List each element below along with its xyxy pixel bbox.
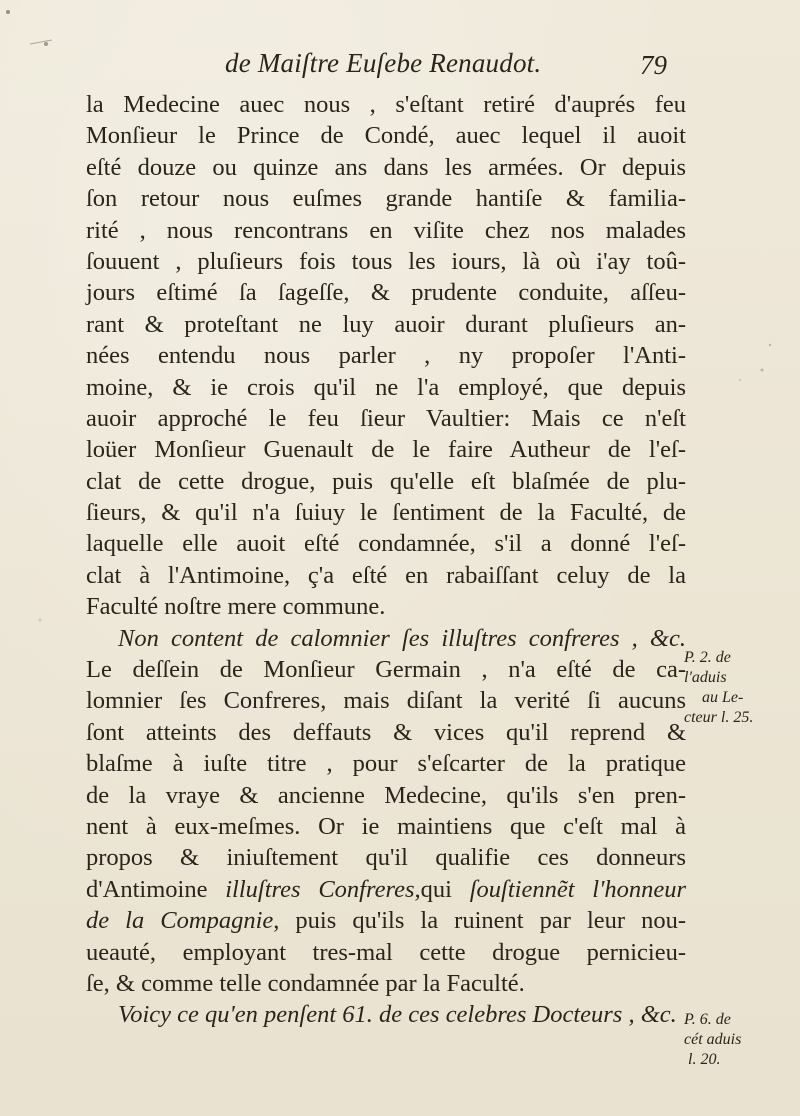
text-line: nées entendu nous parler , ny propoſer l'Anti-	[86, 342, 686, 370]
running-title: de Maiſtre Euſebe Renaudot.	[225, 48, 542, 78]
text-line: rité , nous rencontrans en viſite chez nos malades	[86, 216, 686, 244]
text-line: moine, & ie crois qu'il ne l'a employé, que depuis	[86, 373, 686, 401]
text-line: clat à l'Antimoine, ç'a eſté en rabaiſſant celuy de la	[86, 561, 686, 589]
text-line: Faculté noſtre mere commune.	[86, 593, 386, 621]
text-line: lomnier ſes Confreres, mais diſant la verité ſi aucuns	[86, 687, 686, 715]
text-line: ueauté, employant tres-mal cette drogue pernicieu-	[86, 938, 686, 966]
text-span: , puis qu'ils la ruinent par leur nou-	[273, 907, 686, 935]
text-line: ſon retour nous euſmes grande hantiſe & familia-	[86, 185, 686, 213]
text-span: d'Antimoine	[86, 875, 226, 903]
text-span: qui	[420, 875, 470, 903]
text-line: auoir approché le feu ſieur Vaultier: Mais ce n'eſt	[86, 404, 686, 432]
page-number: 79	[640, 50, 667, 80]
italic-span: de la Compagnie	[86, 907, 274, 935]
body-text	[86, 89, 686, 1031]
text-line: jours eſtimé ſa ſageſſe, & prudente conduite, aſſeu-	[86, 279, 686, 307]
margin-note-line: au Le-	[702, 689, 744, 706]
text-line: ſieurs, & qu'il n'a ſuiuy le ſentiment de la Faculté, de	[86, 499, 686, 527]
text-line-mixed	[86, 905, 686, 936]
margin-note-line: cét aduis	[684, 1031, 742, 1048]
margin-note-line: P. 2. de	[684, 649, 731, 666]
page-header	[0, 48, 800, 88]
text-line: nent à eux-meſmes. Or ie maintiens que c'eſt mal à	[86, 812, 686, 840]
text-line: ſe, & comme telle condamnée par la Faculté.	[86, 969, 525, 997]
text-line: propos & iniuſtement qu'il qualifie ces donneurs	[86, 844, 686, 872]
text-line: laquelle elle auoit eſté condamnée, s'il a donné l'eſ-	[86, 530, 686, 558]
text-line: ſouuent , pluſieurs fois tous les iours, là où i'ay toû-	[86, 247, 686, 275]
margin-note-1	[684, 648, 794, 728]
margin-note-line: cteur l. 25.	[684, 709, 754, 726]
text-line: clat de cette drogue, puis qu'elle eſt blaſmée de plu-	[86, 467, 686, 495]
text-line: la Medecine auec nous , s'eſtant retiré d'auprés feu	[86, 91, 686, 118]
italic-span: illuſtres Confreres,	[225, 875, 421, 903]
italic-span: ſouſtiennẽt l'honneur	[469, 875, 686, 903]
text-line: Monſieur le Prince de Condé, auec lequel il auoit	[86, 122, 686, 150]
text-line: Le deſſein de Monſieur Germain , n'a eſté de ca-	[86, 656, 686, 684]
margin-note-line: l. 20.	[688, 1051, 721, 1068]
text-line-mixed	[86, 874, 686, 905]
text-line: eſté douze ou quinze ans dans les armées. Or depuis	[86, 153, 686, 181]
text-line: loüer Monſieur Guenault de le faire Autheur de l'eſ-	[86, 436, 686, 464]
margin-note-line: P. 6. de	[684, 1011, 731, 1028]
text-line: rant & proteſtant ne luy auoir durant pluſieurs an-	[86, 310, 686, 338]
text-line: ſont atteints des deffauts & vices qu'il reprend &	[86, 718, 686, 746]
text-line: de la vraye & ancienne Medecine, qu'ils s'en pren-	[86, 781, 686, 809]
margin-note-2	[684, 1010, 794, 1070]
text-line: blaſme à iuſte titre , pour s'eſcarter de la pratique	[86, 750, 686, 778]
quoted-heading: Voicy ce qu'en penſent 61. de ces celebres Docteurs , &c.	[118, 1001, 677, 1029]
quoted-heading: Non content de calomnier ſes illuſtres confreres , &c.	[118, 624, 686, 652]
margin-note-line: l'aduis	[684, 669, 727, 686]
